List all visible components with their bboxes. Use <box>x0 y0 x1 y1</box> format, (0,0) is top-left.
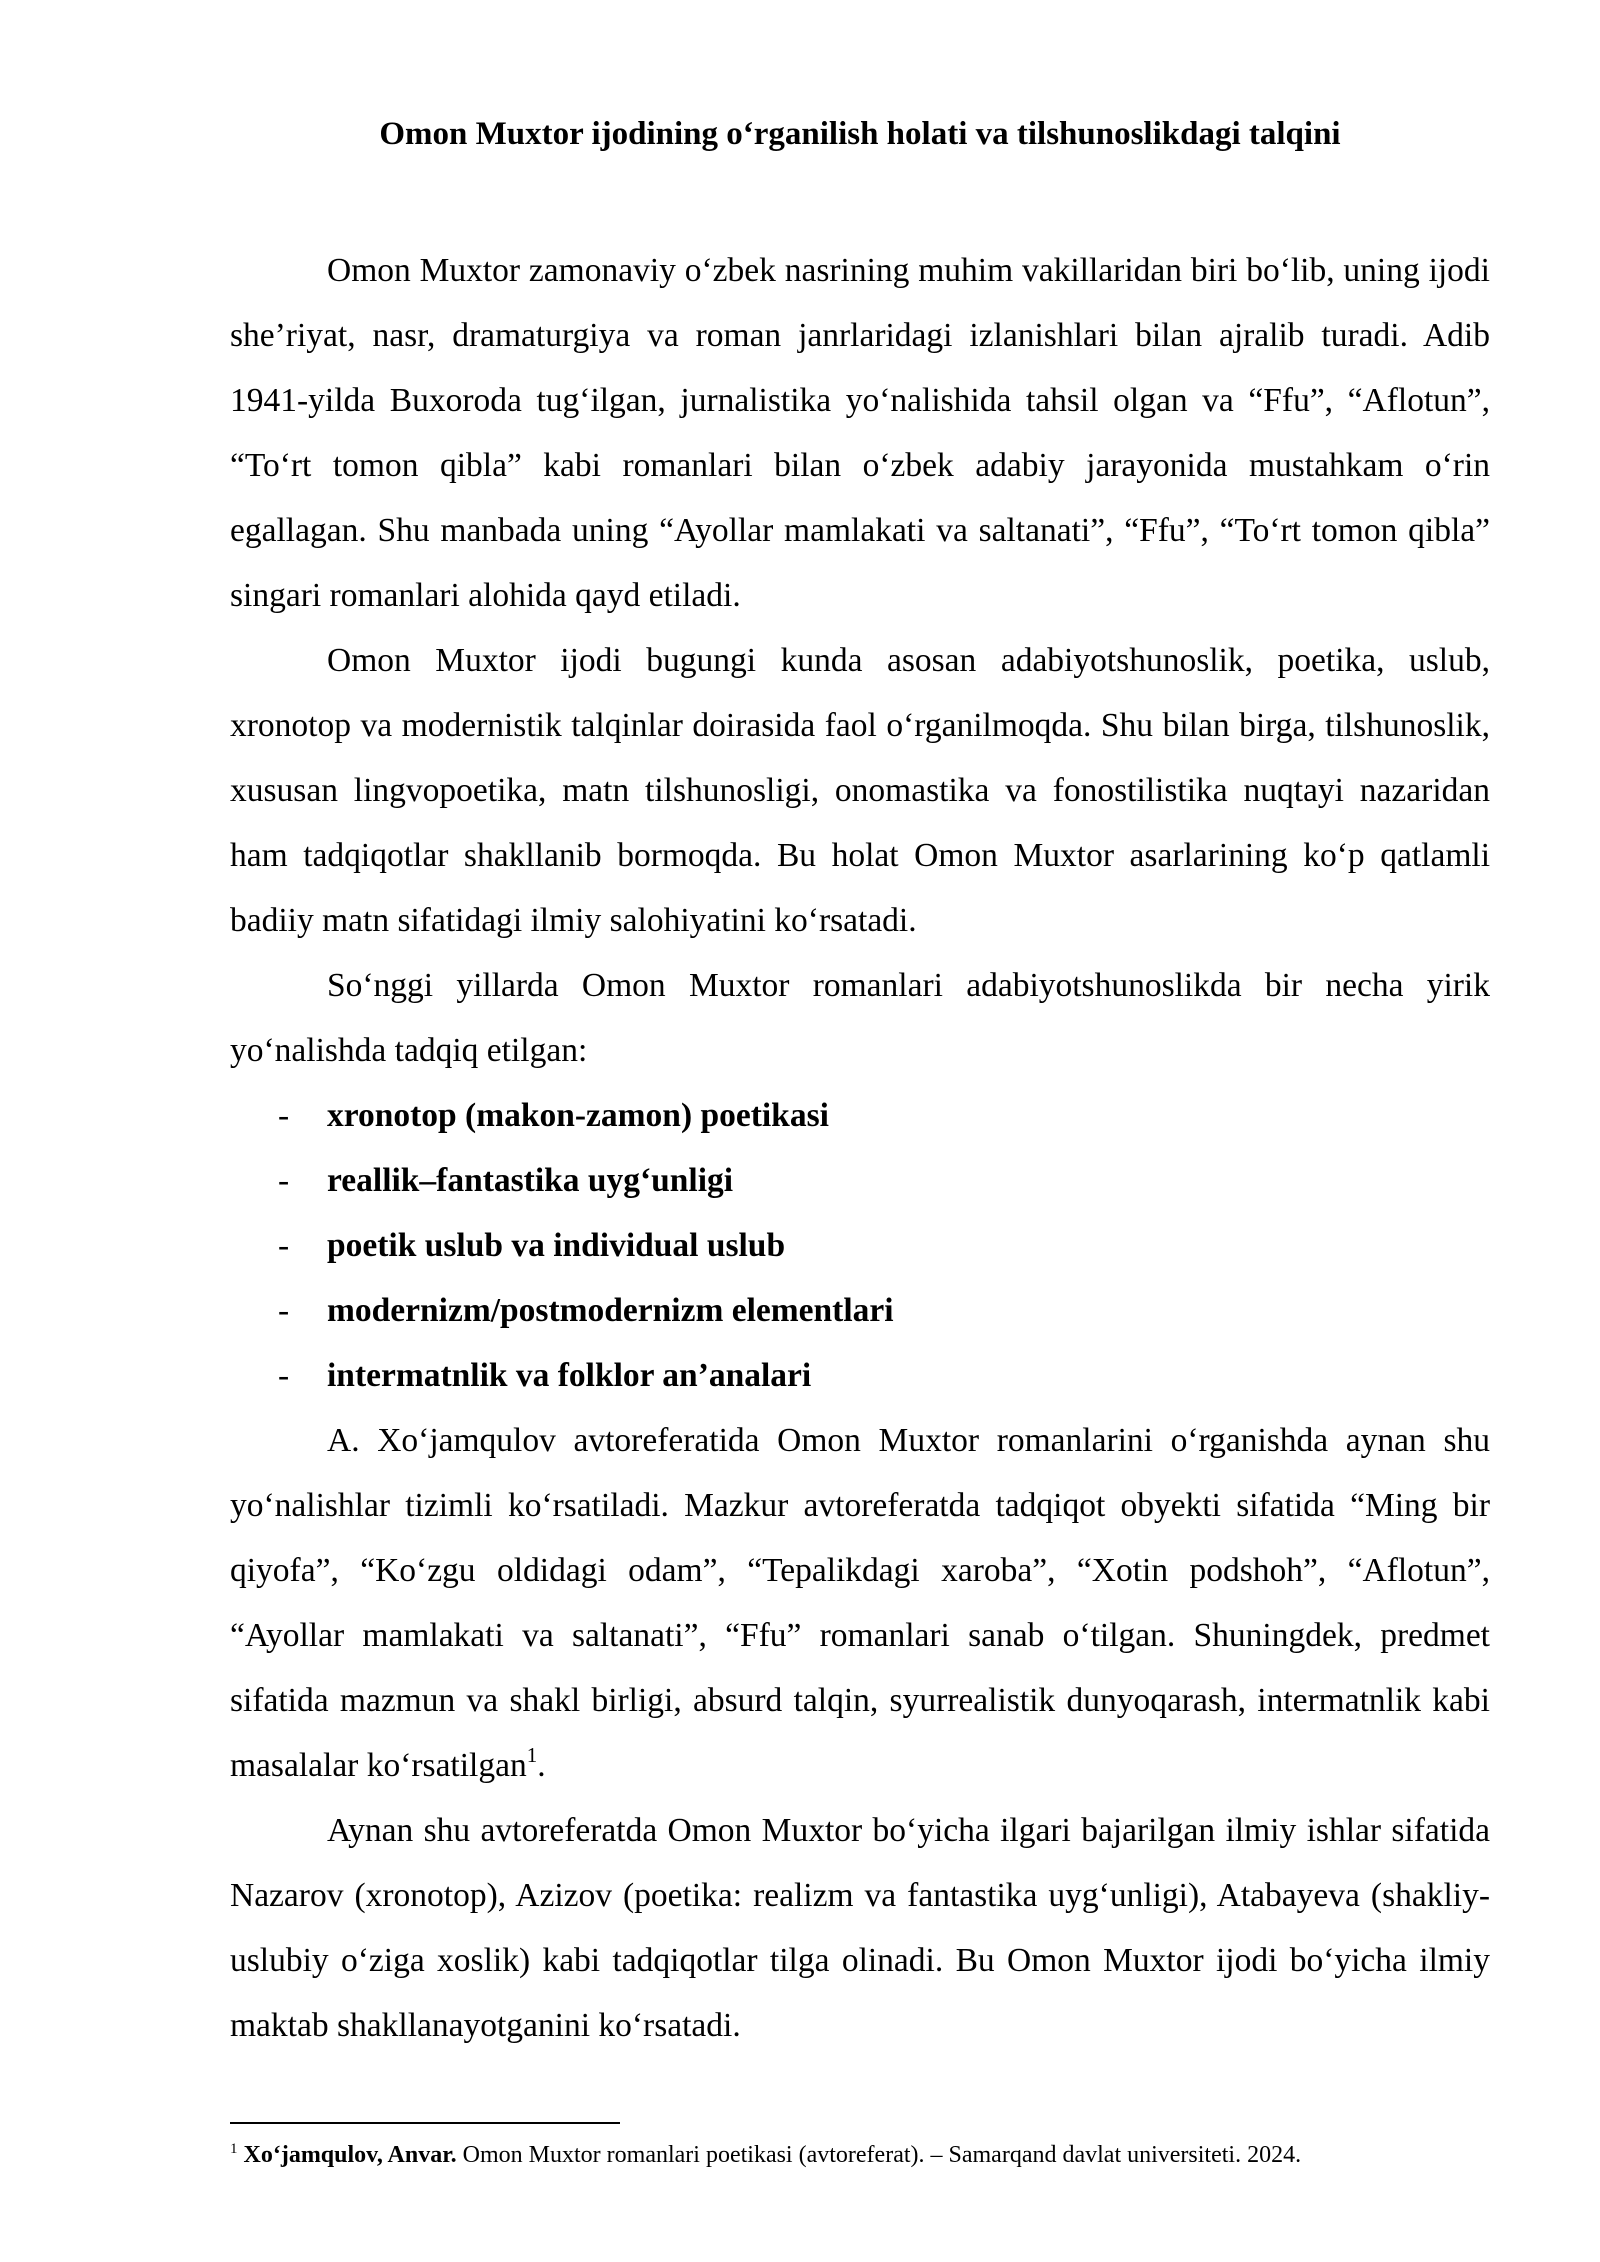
paragraph-list-intro: So‘nggi yillarda Omon Muxtor romanlari adabiyotshunoslikda bir necha yirik yo‘nalishda tadqiq etilgan: <box>230 967 1490 1069</box>
list-item-text: poetik uslub va individual uslub <box>327 1227 786 1264</box>
list-item-text: intermatnlik va folklor an’analari <box>327 1357 812 1394</box>
list-dash: - <box>278 1162 290 1199</box>
research-directions-list <box>230 1083 1490 1408</box>
paragraph-research-status: Omon Muxtor ijodi bugungi kunda asosan adabiyotshunoslik, poetika, uslub, xronotop va modernistik talqinlar doirasida faol o‘rganilmoqda. Shu bilan birga, tilshunoslik, xususan lingvopoetika, matn tilshunosligi, onomastika va fonostilistika nuqtayi nazaridan ham tadqiqotlar shakllanib bormoqda. Bu holat Omon Muxtor asarlarining ko‘p qatlamli badiiy matn sifatidagi ilmiy salohiyatini ko‘rsatadi. <box>230 642 1490 939</box>
footnote-separator <box>230 2122 620 2124</box>
body-text <box>230 238 1490 2058</box>
page-title: Omon Muxtor ijodining o‘rganilish holati va tilshunoslikdagi talqini <box>379 116 1341 152</box>
list-item <box>230 1083 1490 1148</box>
paragraph-autoreferat-text: A. Xo‘jamqulov avtoreferatida Omon Muxtor romanlarini o‘rganishda aynan shu yo‘nalishlar tizimli ko‘rsatiladi. Mazkur avtoreferatda tadqiqot obyekti sifatida “Ming bir qiyofa”, “Ko‘zgu oldidagi odam”, “Tepalikdagi xaroba”, “Xotin podshoh”, “Aflotun”, “Ayollar mamlakati va saltanati”, “Ffu” romanlari sanab o‘tilgan. Shuningdek, predmet sifatida mazmun va shakl birligi, absurd talqin, syurrealistik dunyoqarash, intermatnlik kabi masalalar ko‘rsatilgan <box>230 1422 1490 1784</box>
list-item <box>230 1278 1490 1343</box>
paragraph-autoreferat <box>230 1408 1490 1798</box>
paragraph-autoreferat-end: . <box>537 1747 546 1784</box>
list-item <box>230 1213 1490 1278</box>
list-item <box>230 1343 1490 1408</box>
list-dash: - <box>278 1227 290 1264</box>
list-dash: - <box>278 1292 290 1329</box>
paragraph-intro: Omon Muxtor zamonaviy o‘zbek nasrining muhim vakillaridan biri bo‘lib, uning ijodi she’riyat, nasr, dramaturgiya va roman janrlaridagi izlanishlari bilan ajralib turadi. Adib 1941-yilda Buxoroda tug‘ilgan, jurnalistika yo‘nalishida tahsil olgan va “Ffu”, “Aflotun”, “To‘rt tomon qibla” kabi romanlari bilan o‘zbek adabiy jarayonida mustahkam o‘rin egallagan. Shu manbada uning “Ayollar mamlakati va saltanati”, “Ffu”, “To‘rt tomon qibla” singari romanlari alohida qayd etiladi. <box>230 252 1490 614</box>
footnote <box>230 2137 1490 2173</box>
footnote-text: Omon Muxtor romanlari poetikasi (avtoreferat). – Samarqand davlat universiteti. 2024. <box>456 2142 1302 2168</box>
list-item-text: modernizm/postmodernizm elementlari <box>327 1292 894 1329</box>
list-item <box>230 1148 1490 1213</box>
footnote-reference[interactable]: 1 <box>526 1743 538 1767</box>
list-item-text: xronotop (makon-zamon) poetikasi <box>327 1097 829 1134</box>
list-item-text: reallik–fantastika uyg‘unligi <box>327 1162 734 1199</box>
paragraph-prior-research: Aynan shu avtoreferatda Omon Muxtor bo‘yicha ilgari bajarilgan ilmiy ishlar sifatida Nazarov (xronotop), Azizov (poetika: realizm va fantastika uyg‘unligi), Atabayeva (shakliy-uslubiy o‘ziga xoslik) kabi tadqiqotlar tilga olinadi. Bu Omon Muxtor ijodi bo‘yicha ilmiy maktab shakllanayotganini ko‘rsatadi. <box>230 1812 1490 2044</box>
footnote-mark: 1 <box>230 2141 238 2157</box>
list-dash: - <box>278 1357 290 1394</box>
footnote-author: Xo‘jamqulov, Anvar. <box>243 2142 457 2168</box>
list-dash: - <box>278 1097 290 1134</box>
